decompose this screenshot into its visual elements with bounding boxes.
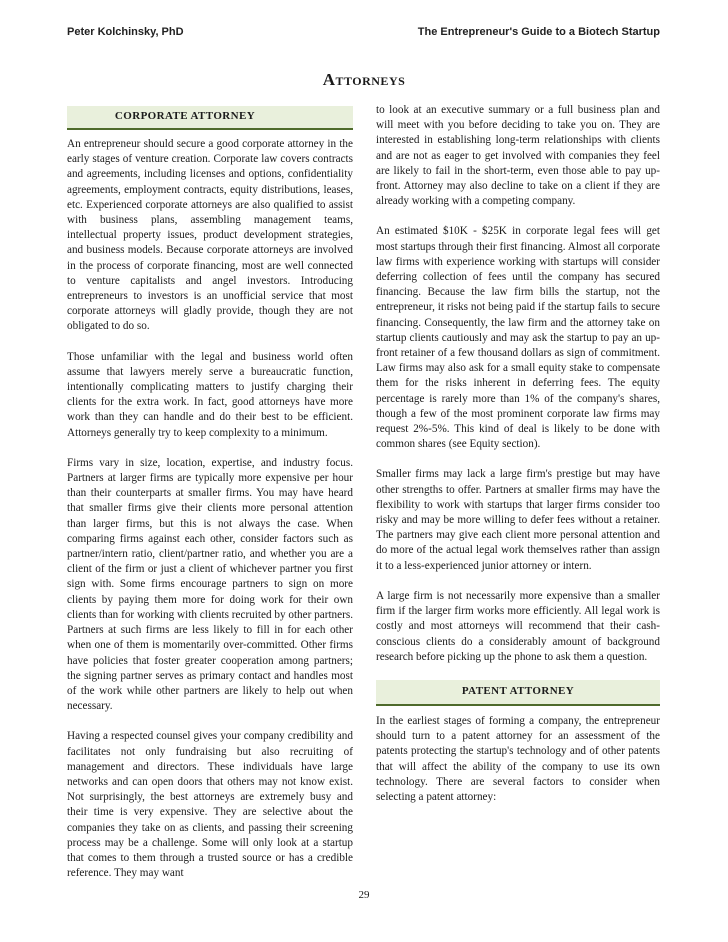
paragraph: Having a respected counsel gives your company credibility and facilitates not only fundraising but also recruiting of management and directors. These individuals have large networks and can open doors that others may not know exist. Not surprisingly, the best attorneys are extremely busy and their time is very expensive. They are selective about the companies they take on as clients, and passing their screening process may be a challenge. Some will only look at a startup that comes to them through a trusted source or has a credible reference. They may want	[67, 730, 353, 880]
paragraph: Those unfamiliar with the legal and business world often assume that lawyers merely serve a bureaucratic function, intentionally complicating matters to justify charging their clients for the extra work. In fact, good attorneys have more work than they can handle and do their best to be efficient. Attorneys generally try to keep complexity to a minimum.	[67, 350, 353, 439]
paragraph: Smaller firms may lack a large firm's prestige but may have other strengths to offer. Partners at smaller firms may have the flexibility to work with startups that larger firms consider too risky and may be more willing to defer fees without a retainer. The partners may give each client more personal attention and do more of the actual legal work themselves rather than assign it to a less-experienced junior attorney or intern.	[376, 468, 660, 572]
paragraph: An estimated $10K - $25K in corporate legal fees will get most startups through their first financing. Almost all corporate law firms with experience working with startups will consider deferring collection of fees until the company has secured financing. Because the law firm bills the startup, not the entrepreneur, it risks not being paid if the startup fails to secure financing. Consequently, the law firm and the attorney take on startup clients cautiously and may ask the startup to pay an up-front retainer of a few thousand dollars as sign of commitment. Law firms may also ask for a small equity stake to compensate them for the risks inherent in deferring fees. The equity percentage is rarely more than 1% of the company's shares, though a few of the most prominent corporate law firms may request 2%-5%. This kind of deal is likely to be done with common shares (see Equity section).	[376, 225, 660, 451]
page-title: Attorneys	[322, 70, 406, 89]
running-header-book-title: The Entrepreneur's Guide to a Biotech Startup	[417, 26, 660, 38]
paragraph: In the earliest stages of forming a company, the entrepreneur should turn to a patent attorney for an assessment of the patents protecting the startup's technology and of other patents that will affect the ability of the company to use its own technology. There are several factors to consider when selecting a patent attorney:	[376, 714, 660, 803]
section-heading-corporate-attorney: CORPORATE ATTORNEY	[67, 106, 353, 130]
paragraph: An entrepreneur should secure a good corporate attorney in the early stages of venture creation. Corporate law covers contracts and agreements, including licenses and options, confidentiality agreements, employment contracts, equity distributions, leases, etc. Experienced corporate attorneys are also qualified to assist with business plans, assembling management teams, intellectual property issues, product development strategies, and business models. Because corporate attorneys are involved in the process of corporate financing, most are well connected to venture capitalists and angel investors. Introducing entrepreneurs to investors is an unofficial service that most corporate attorneys will gladly provide, though they are not obligated to do so.	[67, 138, 353, 333]
page-number: 29	[358, 889, 370, 901]
right-column	[376, 103, 660, 805]
section-heading-patent-attorney: PATENT ATTORNEY	[376, 680, 660, 706]
paragraph: A large firm is not necessarily more expensive than a smaller firm if the larger firm works more efficiently. All legal work is costly and most attorneys will recommend that their cash-conscious clients do a considerably amount of background research before picking up the phone to ask them a question.	[376, 589, 660, 663]
left-column	[67, 106, 353, 881]
running-header-author: Peter Kolchinsky, PhD	[67, 26, 184, 38]
paragraph: Firms vary in size, location, expertise, and industry focus. Partners at larger firms are typically more expensive per hour than their counterparts at smaller firms. You may have heard that smaller firms give their clients more personal attention than larger firms, but this is not always the case. When comparing firms against each other, consider factors such as partner/intern ratio, client/partner ratio, and whether you are a client of the firm or just a client of whichever partner you first sign with. Some firms encourage partners to sign on more clients by paying them more for doing work for their own clients than for working with clients recruited by other partners. Partners at such firms are less likely to fill in for each other when one of them is momentarily over-committed. Other firms have policies that foster greater cooperation among partners; the signing partner serves as primary contact and handles most of the work while other partners are likely to help out when necessary.	[67, 456, 353, 713]
paragraph: to look at an executive summary or a full business plan and will meet with you before deciding to take you on. They are interested in establishing long-term relationships with clients and are not as eager to get involved with companies they feel are likely to fail in the short-term, even those able to pay up-front. Attorney may also decline to take on a client if they are already working with a competing company.	[376, 104, 660, 208]
